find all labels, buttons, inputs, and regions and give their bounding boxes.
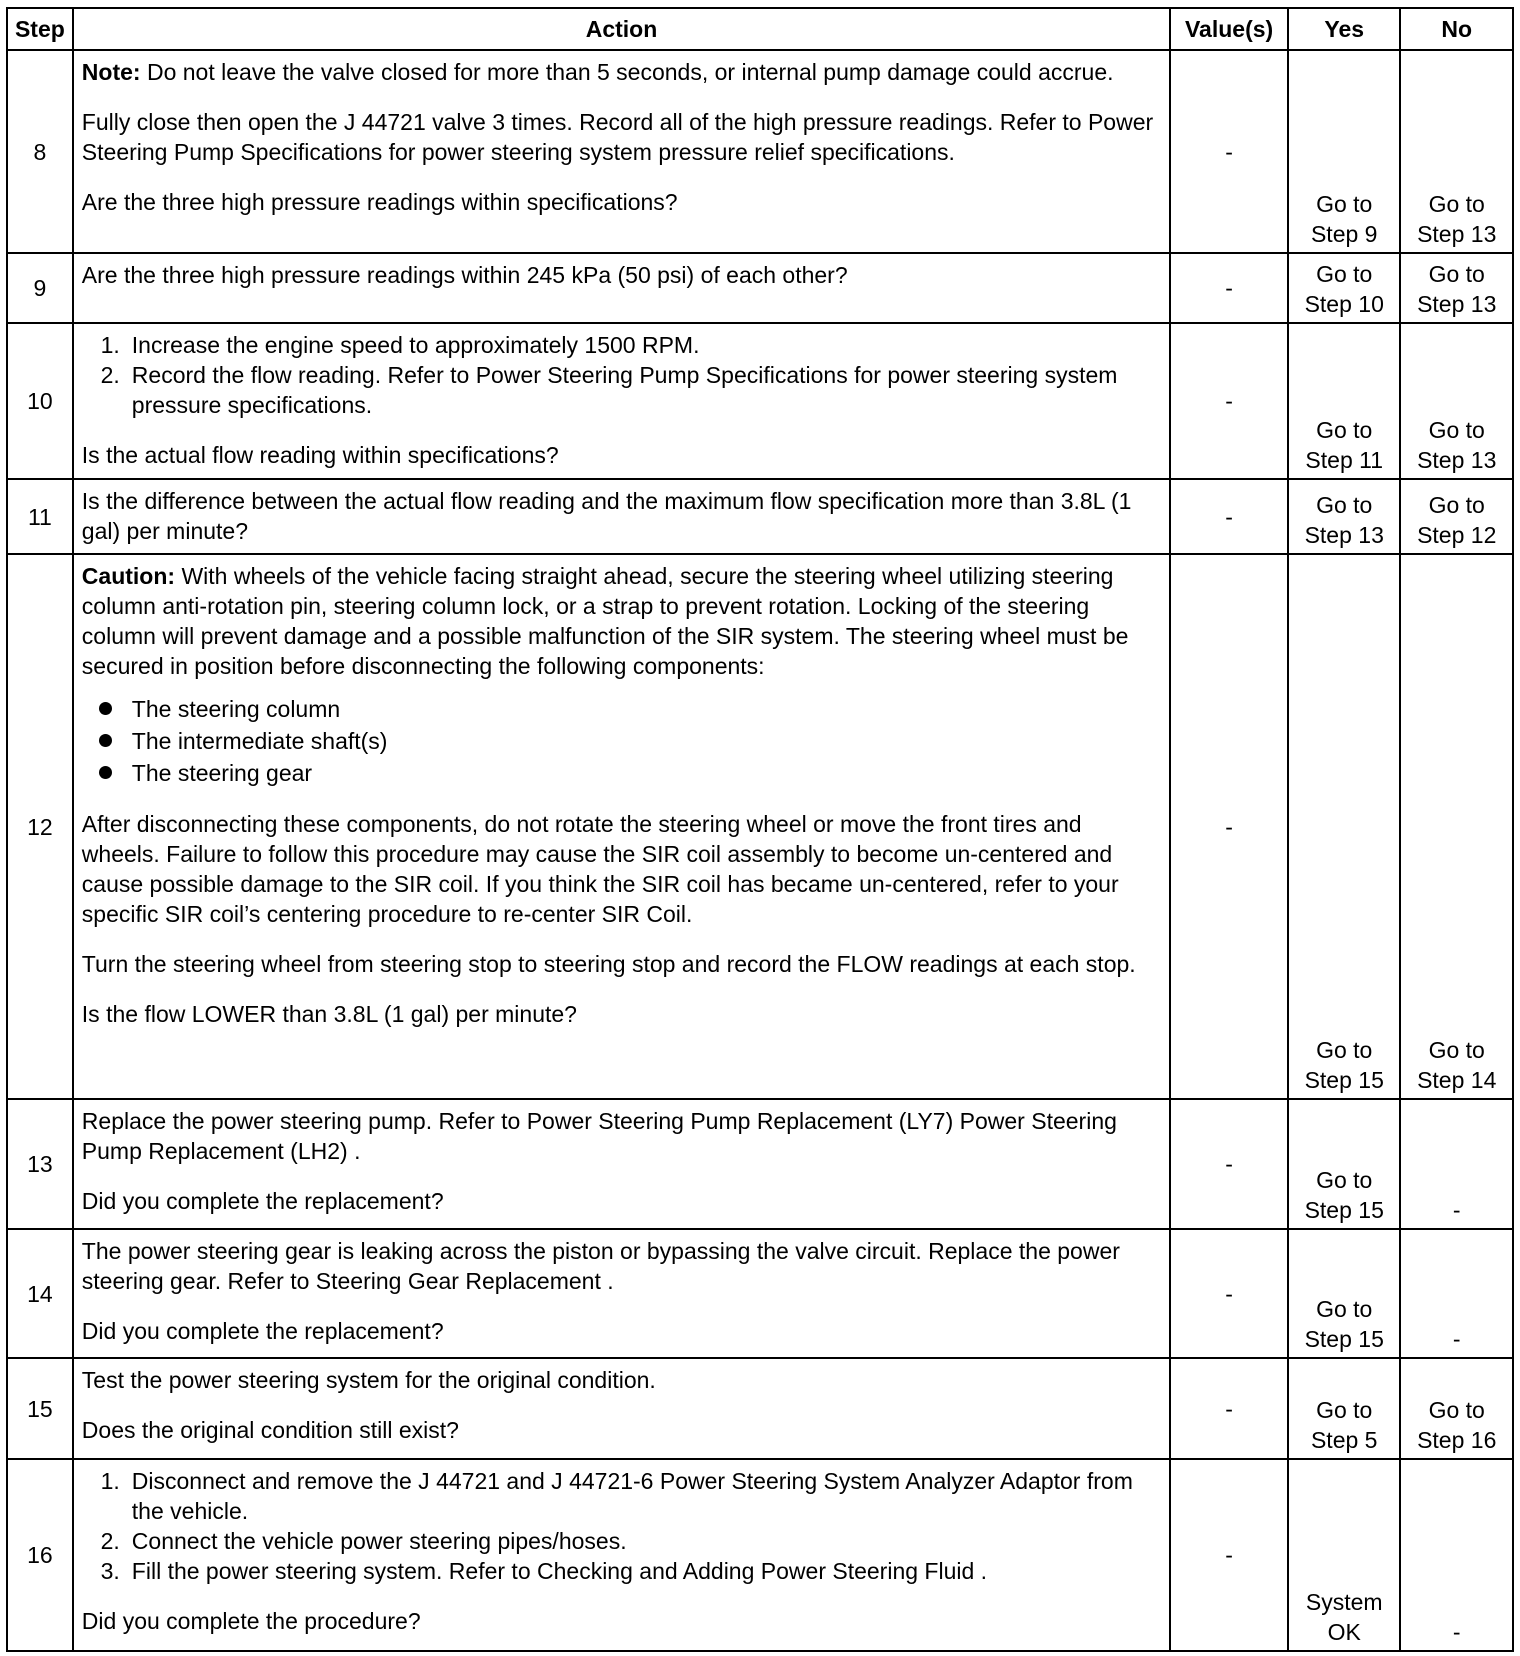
value-cell: - — [1170, 253, 1288, 323]
step-number: 15 — [7, 1358, 73, 1458]
action-paragraph: After disconnecting these components, do not rotate the steering wheel or move the front tires and wheels. Failure to follow this procedure may cause the SIR coil assembly to become un-centered and cause possible damage to the SIR coil. If you think the SIR coil has became un-centered, refer to your specific SIR coil’s centering procedure to re-center SIR Coil. — [81, 810, 1119, 927]
no-line-1: Go to — [1428, 1396, 1485, 1423]
action-question: Is the flow LOWER than 3.8L (1 gal) per minute? — [81, 1000, 577, 1027]
yes-cell — [1288, 50, 1400, 253]
no-cell — [1400, 50, 1513, 253]
numbered-list — [82, 330, 1161, 420]
yes-line-1: System — [1305, 1589, 1383, 1615]
yes-line-1: Go to — [1316, 417, 1373, 444]
table-row — [7, 253, 1513, 323]
yes-line-1: Go to — [1316, 261, 1373, 288]
diagnostic-table-page — [6, 7, 1514, 1652]
action-cell — [73, 253, 1170, 323]
no-line-1: Go to — [1428, 261, 1485, 288]
action-cell — [73, 1099, 1170, 1229]
header-action: Action — [73, 8, 1170, 50]
step-number: 10 — [7, 323, 73, 479]
value-cell: - — [1170, 554, 1288, 1099]
yes-cell — [1288, 479, 1400, 554]
header-yes: Yes — [1288, 8, 1400, 50]
yes-line-1: Go to — [1316, 1296, 1373, 1323]
no-line-1: Go to — [1428, 191, 1485, 218]
yes-line-1: Go to — [1316, 1166, 1373, 1193]
list-item: 3. Fill the power steering system. Refer to Checking and Adding Power Steering Fluid . — [100, 1557, 988, 1584]
list-item: 2. Connect the vehicle power steering pipes/hoses. — [100, 1527, 627, 1554]
no-cell — [1400, 1358, 1513, 1458]
no-line-2: Step 13 — [1417, 291, 1497, 318]
value-cell: - — [1170, 1459, 1288, 1651]
no-cell — [1400, 479, 1513, 554]
yes-line-2: Step 15 — [1304, 1067, 1384, 1094]
action-cell — [73, 554, 1170, 1099]
caution-text: With wheels of the vehicle facing straight ahead, secure the steering wheel utilizing steering column anti-rotation pin, steering column lock, or a strap to prevent rotation. Locking of the steering column will prevent damage and a possible malfunction of the SIR system. The steering wheel must be secured in position before disconnecting the following components: — [81, 562, 1129, 679]
table-row — [7, 554, 1513, 1099]
value-cell: - — [1170, 479, 1288, 554]
action-question: Is the difference between the actual flow reading and the maximum flow specification more than 3.8L (1 gal) per minute? — [81, 488, 1132, 545]
header-step: Step — [7, 8, 73, 50]
step-number: 16 — [7, 1459, 73, 1651]
step-number: 9 — [7, 253, 73, 323]
numbered-list — [82, 1466, 1161, 1586]
action-question: Did you complete the procedure? — [81, 1607, 421, 1634]
table-row — [7, 50, 1513, 253]
action-question: Did you complete the replacement? — [81, 1317, 444, 1344]
action-paragraph: Turn the steering wheel from steering stop to steering stop and record the FLOW readings at each stop. — [81, 950, 1136, 977]
action-cell — [73, 479, 1170, 554]
yes-cell — [1288, 323, 1400, 479]
value-cell: - — [1170, 1099, 1288, 1229]
yes-cell — [1288, 1099, 1400, 1229]
bullet-icon — [99, 702, 112, 715]
no-cell — [1400, 323, 1513, 479]
caution — [82, 561, 1161, 681]
yes-line-2: Step 11 — [1305, 447, 1384, 474]
value-cell: - — [1170, 1229, 1288, 1359]
no-line-2: Step 13 — [1417, 221, 1497, 248]
action-paragraph: Replace the power steering pump. Refer to Power Steering Pump Replacement (LY7) Power Steering Pump Replacement (LH2) . — [81, 1108, 1117, 1165]
bullet-icon — [99, 734, 112, 747]
header-no: No — [1400, 8, 1513, 50]
step-number: 8 — [7, 50, 73, 253]
table-row — [7, 1229, 1513, 1359]
list-item: The steering gear — [82, 757, 1161, 789]
header-row — [7, 8, 1513, 50]
yes-cell — [1288, 554, 1400, 1099]
yes-line-2: Step 10 — [1304, 291, 1384, 318]
no-line-2: Step 13 — [1417, 447, 1497, 474]
action-question: Is the actual flow reading within specifications? — [81, 442, 559, 469]
step-number: 14 — [7, 1229, 73, 1359]
yes-line-2: Step 13 — [1304, 521, 1384, 548]
yes-line-1: Go to — [1316, 1396, 1373, 1423]
yes-line-1: Go to — [1316, 191, 1373, 218]
step-number: 12 — [7, 554, 73, 1099]
action-cell — [73, 50, 1170, 253]
action-paragraph: Fully close then open the J 44721 valve 3 times. Record all of the high pressure readings. Refer to Power Steering Pump Specifications for power steering system pressure relief specifications. — [81, 109, 1154, 165]
no-line-2: Step 16 — [1417, 1426, 1497, 1453]
action-question: Are the three high pressure readings within 245 kPa (50 psi) of each other? — [81, 262, 848, 289]
list-item: 2. Record the flow reading. Refer to Power Steering Pump Specifications for power steering system pressure specifications. — [100, 362, 1118, 419]
list-item: The steering column — [82, 693, 1161, 725]
bullet-icon — [99, 766, 112, 779]
no-line-1: Go to — [1428, 1037, 1485, 1064]
list-item: 1. Increase the engine speed to approximately 1500 RPM. — [100, 332, 700, 359]
header-value: Value(s) — [1170, 8, 1288, 50]
action-paragraph: Test the power steering system for the original condition. — [81, 1367, 656, 1394]
value-cell: - — [1170, 323, 1288, 479]
action-cell — [73, 1229, 1170, 1359]
yes-cell — [1288, 1229, 1400, 1359]
yes-cell — [1288, 1358, 1400, 1458]
yes-line-2: Step 15 — [1304, 1196, 1384, 1223]
step-number: 11 — [7, 479, 73, 554]
action-cell — [73, 323, 1170, 479]
yes-line-2: OK — [1327, 1619, 1361, 1645]
action-cell — [73, 1459, 1170, 1651]
table-row — [7, 479, 1513, 554]
no-line-1: Go to — [1428, 417, 1485, 444]
yes-line-1: Go to — [1316, 1037, 1373, 1064]
value-cell: - — [1170, 1358, 1288, 1458]
no-cell: - — [1400, 1099, 1513, 1229]
note-text: Do not leave the valve closed for more than 5 seconds, or internal pump damage could accrue. — [140, 59, 1114, 85]
yes-line-2: Step 9 — [1310, 221, 1378, 248]
step-number: 13 — [7, 1099, 73, 1229]
yes-line-1: Go to — [1316, 491, 1373, 518]
bullet-list — [82, 693, 1161, 789]
no-cell: - — [1400, 1459, 1513, 1651]
no-cell — [1400, 253, 1513, 323]
table-row — [7, 323, 1513, 479]
yes-line-2: Step 15 — [1304, 1326, 1384, 1353]
no-cell: - — [1400, 1229, 1513, 1359]
action-cell — [73, 1358, 1170, 1458]
yes-cell — [1288, 253, 1400, 323]
diagnostic-table — [6, 7, 1514, 1652]
table-row — [7, 1358, 1513, 1458]
yes-cell — [1288, 1459, 1400, 1651]
yes-line-2: Step 5 — [1310, 1426, 1378, 1453]
table-row — [7, 1459, 1513, 1651]
caution-label: Caution: — [81, 562, 176, 589]
value-cell: - — [1170, 50, 1288, 253]
action-question: Did you complete the replacement? — [81, 1188, 444, 1215]
no-cell — [1400, 554, 1513, 1099]
no-line-1: Go to — [1428, 491, 1485, 518]
action-paragraph: The power steering gear is leaking across the piston or bypassing the valve circuit. Replace the power steering gear. Refer to Steering Gear Replacement . — [81, 1237, 1120, 1294]
list-item: 1. Disconnect and remove the J 44721 and J 44721-6 Power Steering System Analyzer Adaptor from the vehicle. — [100, 1467, 1133, 1524]
action-question: Does the original condition still exist? — [81, 1417, 459, 1444]
no-line-2: Step 12 — [1417, 521, 1497, 548]
action-question: Are the three high pressure readings within specifications? — [81, 189, 678, 215]
list-item: The intermediate shaft(s) — [82, 725, 1161, 757]
no-line-2: Step 14 — [1417, 1067, 1497, 1094]
note — [82, 57, 1161, 87]
note-label: Note: — [81, 59, 141, 85]
table-row — [7, 1099, 1513, 1229]
